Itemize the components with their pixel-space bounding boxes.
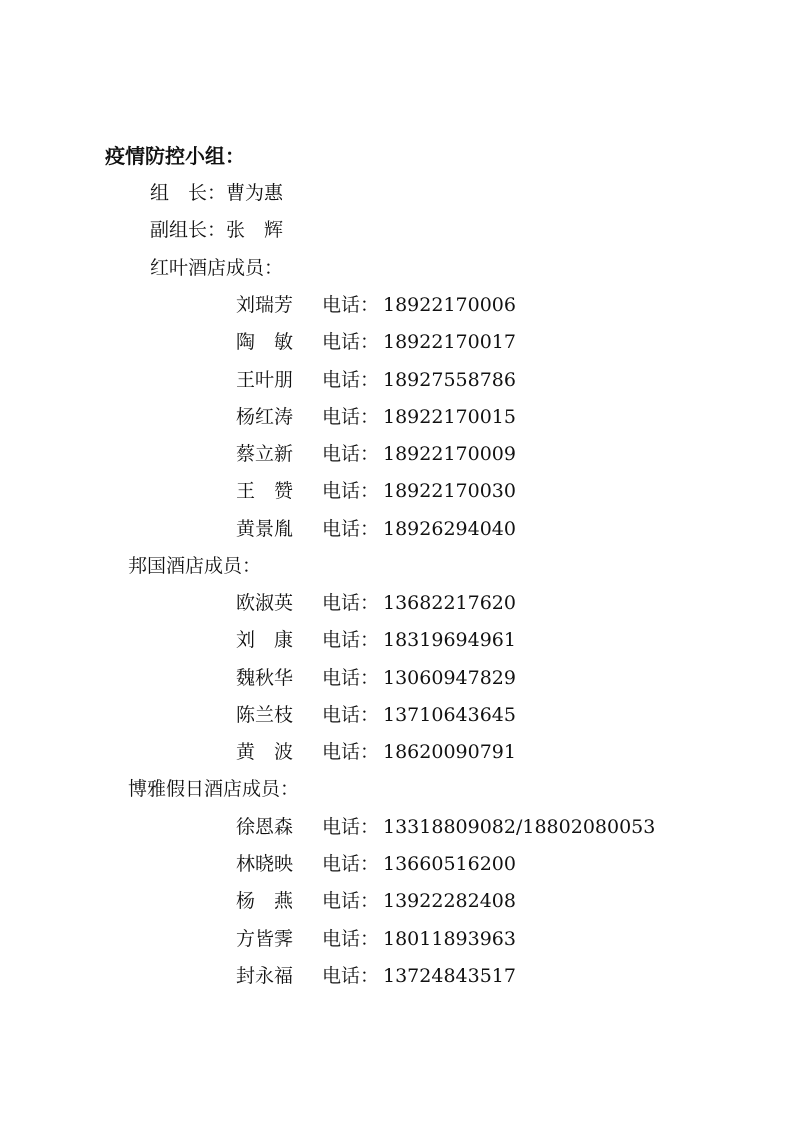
phone-number: 13318809082/18802080053	[383, 816, 656, 838]
member-name: 黄景胤	[236, 518, 294, 540]
list-item	[0, 517, 793, 541]
list-item	[0, 368, 793, 392]
list-item	[0, 889, 793, 913]
phone-number: 18926294040	[383, 518, 516, 540]
member-name: 黄 波	[236, 741, 294, 763]
phone-label: 电话：	[322, 331, 380, 353]
phone-label: 电话：	[322, 667, 380, 689]
member-name: 刘瑞芳	[236, 294, 294, 316]
phone-label: 电话：	[322, 853, 380, 875]
phone-number: 13710643645	[383, 704, 516, 726]
member-name: 刘 康	[236, 629, 294, 651]
member-name: 方皆霁	[236, 928, 294, 950]
list-item	[0, 740, 793, 764]
phone-label: 电话：	[322, 294, 380, 316]
phone-number: 18620090791	[383, 741, 516, 763]
list-item	[0, 591, 793, 615]
list-item	[0, 628, 793, 652]
member-name: 徐恩森	[236, 816, 294, 838]
list-item	[0, 666, 793, 690]
group-leader: 组 长：曹为惠	[150, 182, 284, 204]
phone-number: 13724843517	[383, 965, 516, 987]
phone-label: 电话：	[322, 369, 380, 391]
phone-number: 13060947829	[383, 667, 516, 689]
list-item	[0, 964, 793, 988]
phone-label: 电话：	[322, 518, 380, 540]
member-name: 陶 敏	[236, 331, 294, 353]
phone-number: 18922170030	[383, 480, 516, 502]
phone-label: 电话：	[322, 629, 380, 651]
member-name: 林晓映	[236, 853, 294, 875]
phone-number: 18922170017	[383, 331, 516, 353]
member-name: 封永福	[236, 965, 294, 987]
phone-number: 18922170006	[383, 294, 516, 316]
phone-label: 电话：	[322, 480, 380, 502]
member-name: 杨红涛	[236, 406, 294, 428]
list-item	[0, 927, 793, 951]
phone-number: 13682217620	[383, 592, 516, 614]
phone-label: 电话：	[322, 741, 380, 763]
member-name: 蔡立新	[236, 443, 294, 465]
phone-label: 电话：	[322, 406, 380, 428]
list-item	[0, 852, 793, 876]
list-item	[0, 293, 793, 317]
group-heading-bangguo: 邦国酒店成员：	[128, 555, 262, 577]
member-name: 王叶朋	[236, 369, 294, 391]
list-item	[0, 442, 793, 466]
phone-label: 电话：	[322, 965, 380, 987]
list-item	[0, 815, 793, 839]
list-item	[0, 330, 793, 354]
phone-number: 13660516200	[383, 853, 516, 875]
member-name: 王 赞	[236, 480, 294, 502]
phone-number: 18319694961	[383, 629, 516, 651]
list-item	[0, 703, 793, 727]
group-heading-boya: 博雅假日酒店成员：	[128, 778, 300, 800]
phone-label: 电话：	[322, 890, 380, 912]
phone-number: 18011893963	[383, 928, 516, 950]
phone-label: 电话：	[322, 816, 380, 838]
list-item	[0, 405, 793, 429]
member-name: 魏秋华	[236, 667, 294, 689]
phone-label: 电话：	[322, 592, 380, 614]
phone-number: 18927558786	[383, 369, 516, 391]
phone-number: 13922282408	[383, 890, 516, 912]
phone-label: 电话：	[322, 704, 380, 726]
member-name: 杨 燕	[236, 890, 294, 912]
phone-number: 18922170015	[383, 406, 516, 428]
list-item	[0, 479, 793, 503]
phone-number: 18922170009	[383, 443, 516, 465]
member-name: 陈兰枝	[236, 704, 294, 726]
phone-label: 电话：	[322, 928, 380, 950]
group-heading-hongye: 红叶酒店成员：	[150, 257, 284, 279]
phone-label: 电话：	[322, 443, 380, 465]
document-title: 疫情防控小组：	[105, 144, 245, 168]
deputy-leader: 副组长：张 辉	[150, 219, 284, 241]
member-name: 欧淑英	[236, 592, 294, 614]
